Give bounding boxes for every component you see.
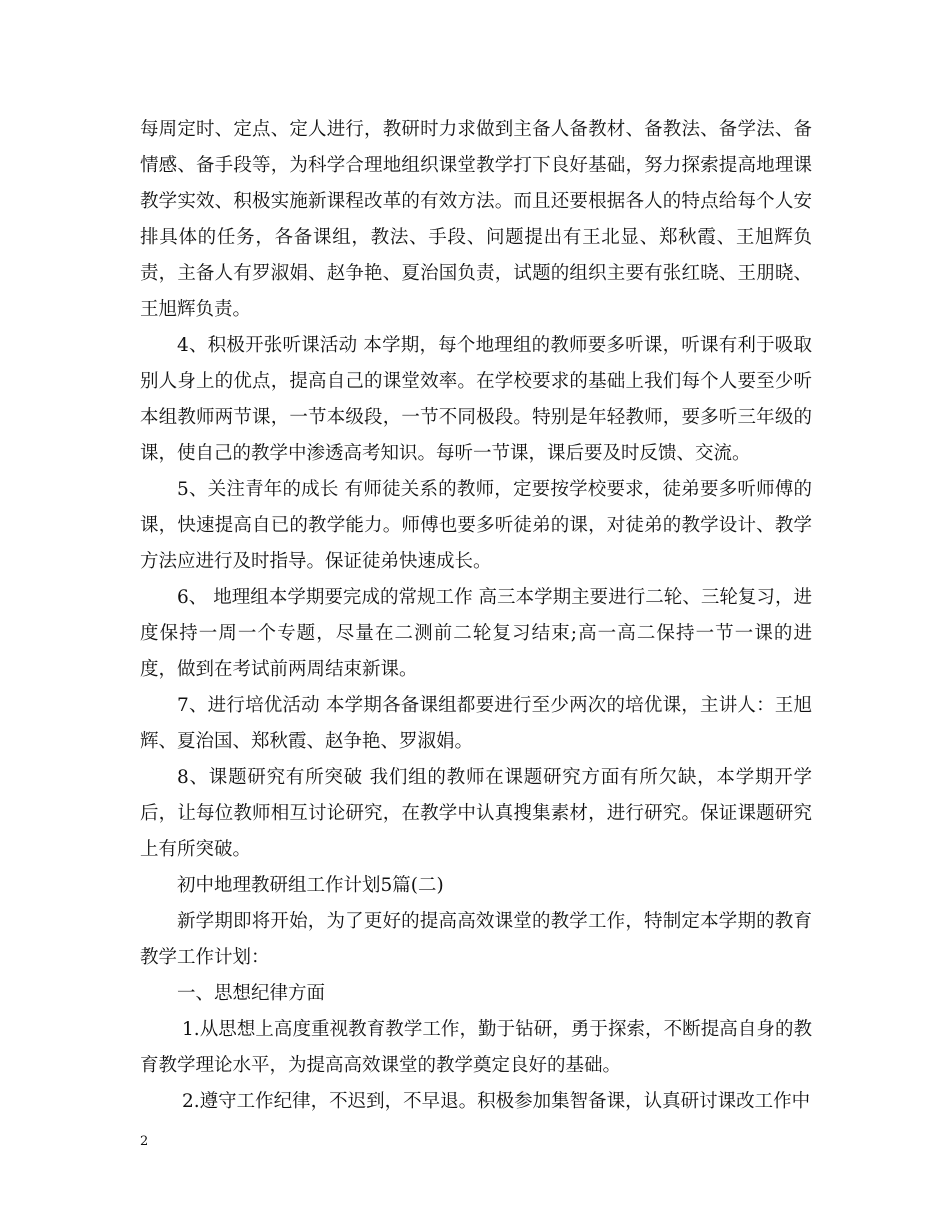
page-number: 2	[140, 1134, 149, 1149]
paragraph-item-5: 5、关注青年的成长 有师徒关系的教师，定要按学校要求，徒弟要多听师傅的课，快速提高自已的教学能力。师傅也要多听徒弟的课，对徒弟的教学设计、教学方法应进行及时指导。保证徒弟快速成长。	[140, 479, 812, 572]
document-body	[140, 112, 812, 1120]
paragraph-numbered-1: 1.从思想上高度重视教育教学工作，勤于钻研，勇于探索，不断提高自身的教育教学理论水平，为提高高效课堂的教学奠定良好的基础。	[140, 1019, 812, 1076]
paragraph-item-6: 6、 地理组本学期要完成的常规工作 高三本学期主要进行二轮、三轮复习，进度保持一周一个专题，尽量在二测前二轮复习结束;高一高二保持一节一课的进度，做到在考试前两周结束新课。	[140, 587, 812, 680]
section-title: 初中地理教研组工作计划5篇(二)	[177, 875, 444, 896]
paragraph-item-7: 7、进行培优活动 本学期各备课组都要进行至少两次的培优课，主讲人：王旭辉、夏治国、郑秋霞、赵争艳、罗淑娟。	[140, 695, 812, 752]
paragraph-intro: 新学期即将开始，为了更好的提高高效课堂的教学工作，特制定本学期的教育教学工作计划：	[140, 911, 812, 968]
paragraph-item-4: 4、积极开张听课活动 本学期，每个地理组的教师要多听课，听课有利于吸取别人身上的优点，提高自己的课堂效率。在学校要求的基础上我们每个人要至少听本组教师两节课，一节本级段，一节不同极段。特别是年轻教师，要多听三年级的课，使自己的教学中渗透高考知识。每听一节课，课后要及时反馈、交流。	[140, 335, 812, 464]
paragraph-continuation: 每周定时、定点、定人进行，教研时力求做到主备人备教材、备教法、备学法、备情感、备手段等，为科学合理地组织课堂教学打下良好基础，努力探索提高地理课教学实效、积极实施新课程改革的有效方法。而且还要根据各人的特点给每个人安排具体的任务，各备课组，教法、手段、问题提出有王北显、郑秋霞、王旭辉负责，主备人有罗淑娟、赵争艳、夏治国负责，试题的组织主要有张红晓、王朋晓、王旭辉负责。	[140, 119, 812, 320]
paragraph-numbered-2: 2.遵守工作纪律，不迟到，不早退。积极参加集智备课，认真研讨课改工作中	[182, 1091, 811, 1112]
paragraph-item-8: 8、课题研究有所突破 我们组的教师在课题研究方面有所欠缺，本学期开学后，让每位教师相互讨论研究，在教学中认真搜集素材，进行研究。保证课题研究上有所突破。	[140, 767, 812, 860]
section-heading: 一、思想纪律方面	[177, 983, 326, 1004]
